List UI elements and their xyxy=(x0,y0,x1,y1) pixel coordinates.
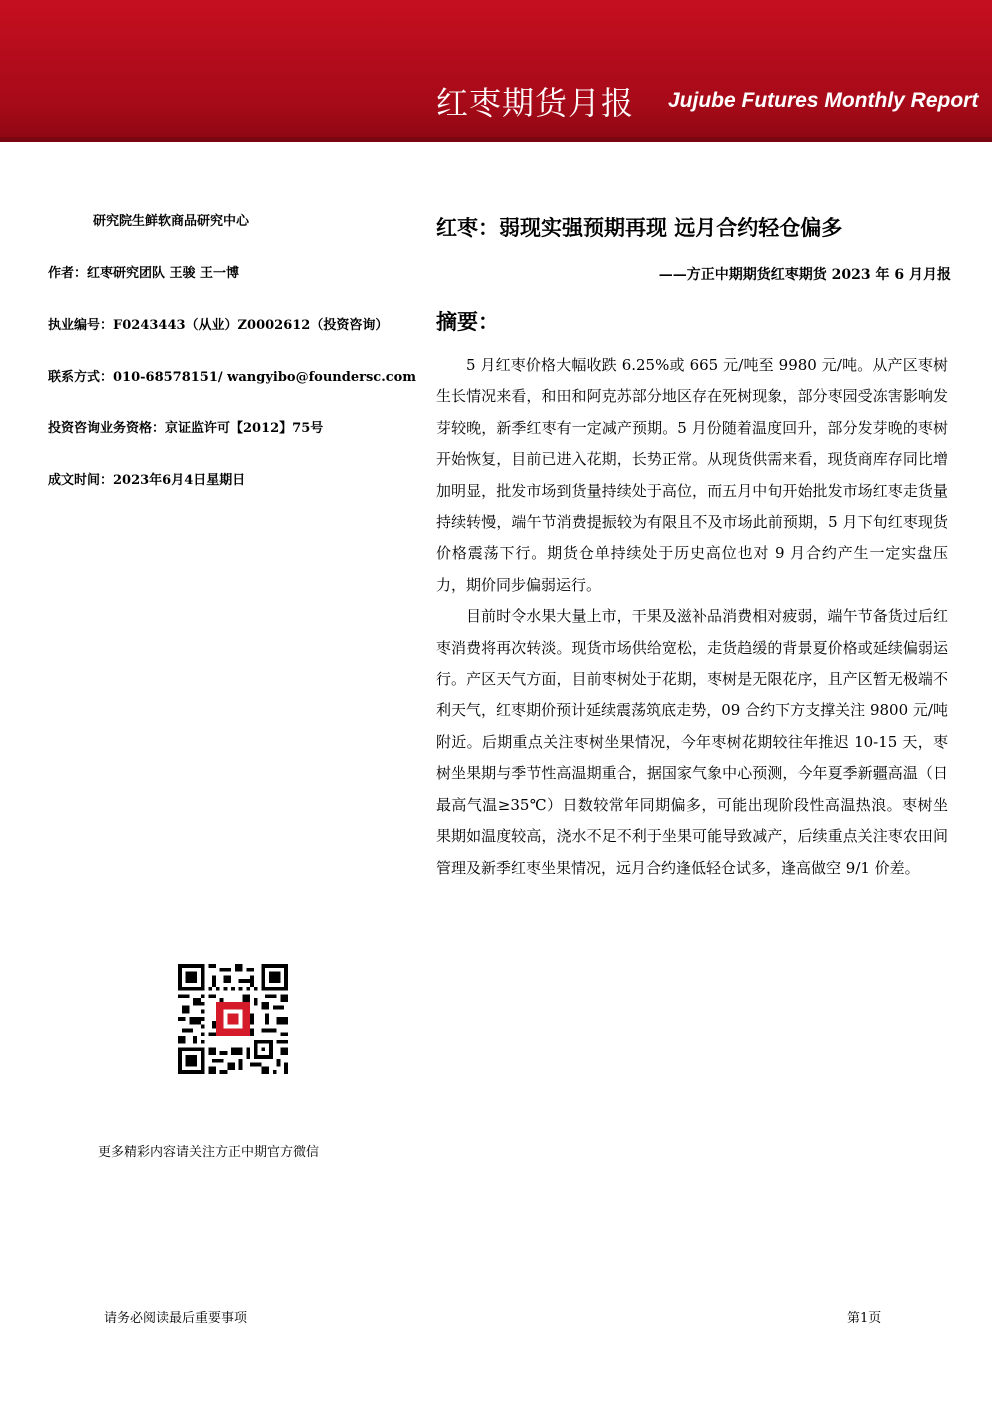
paragraph: 目前时令水果大量上市，干果及滋补品消费相对疲弱，端午节备货过后红枣消费将再次转淡。现货市场供给宽松，走货趋缓的背景夏价格或延续偏弱运行。产区天气方面，目前枣树处于花期，枣树是无限花序，且产区暂无极端不利天气，红枣期价预计延续震荡筑底走势，09 合约下方支撑关注 9800 元/吨附近。后期重点关注枣树坐果情况，今年枣树花期较往年推迟 10-15 天，枣树坐果期与季节性高温期重合，据国家气象中心预测，今年夏季新疆高温（日最高气温≥35℃）日数较常年同期偏多，可能出现阶段性高温热浪。枣树坐果期如温度较高，浇水不足不利于坐果可能导致减产，后续重点关注枣农田间管理及新季红枣坐果情况，远月合约逢低轻仓试多，逢高做空 9/1 价差。 xyxy=(436,607,948,877)
page-number: 第1页 xyxy=(847,1311,882,1326)
qr-code-icon[interactable] xyxy=(178,964,288,1074)
license-row: 执业编号：F0243443（从业）Z0002612（投资咨询） xyxy=(48,318,389,333)
qualification-row: 投资咨询业务资格：京证监许可【2012】75号 xyxy=(48,421,324,436)
report-title-cn: 红枣期货月报 xyxy=(436,84,635,122)
footer-notice: 请务必阅读最后重要事项 xyxy=(104,1311,248,1326)
banner-bottom-stripe xyxy=(0,137,992,142)
qr-caption: 更多精彩内容请关注方正中期官方微信 xyxy=(98,1145,320,1160)
contact-row[interactable]: 联系方式：010-68578151/ wangyibo@foundersc.com xyxy=(48,370,417,385)
report-title-en: Jujube Futures Monthly Report xyxy=(668,89,979,112)
abstract-heading: 摘要： xyxy=(436,310,499,334)
date-row: 成文时间：2023年6月4日星期日 xyxy=(48,473,246,488)
paragraph: 5 月红枣价格大幅收跌 6.25%或 665 元/吨至 9980 元/吨。从产区枣树生长情况来看，和田和阿克苏部分地区存在死树现象，部分枣园受冻害影响发芽较晚，新季红枣有一定减产预期。5 月份随着温度回升，部分发芽晚的枣树开始恢复，目前已进入花期，长势正常。从现货供需来看，现货商库存同比增加明显，批发市场到货量持续处于高位，而五月中旬开始批发市场红枣走货量持续转慢，端午节消费提振较为有限且不及市场此前预期，5 月下旬红枣现货价格震荡下行。期货仓单持续处于历史高位也对 9 月合约产生一定实盘压力，期价同步偏弱运行。 xyxy=(436,356,948,594)
abstract-body xyxy=(436,350,948,884)
department: 研究院生鲜软商品研究中心 xyxy=(93,214,250,229)
article-title: 红枣：弱现实强预期再现 远月合约轻仓偏多 xyxy=(436,216,843,240)
article-subtitle: ——方正中期期货红枣期货 2023 年 6 月月报 xyxy=(658,267,951,283)
author-row: 作者：红枣研究团队 王骏 王一博 xyxy=(48,266,240,281)
header-banner xyxy=(0,0,992,140)
